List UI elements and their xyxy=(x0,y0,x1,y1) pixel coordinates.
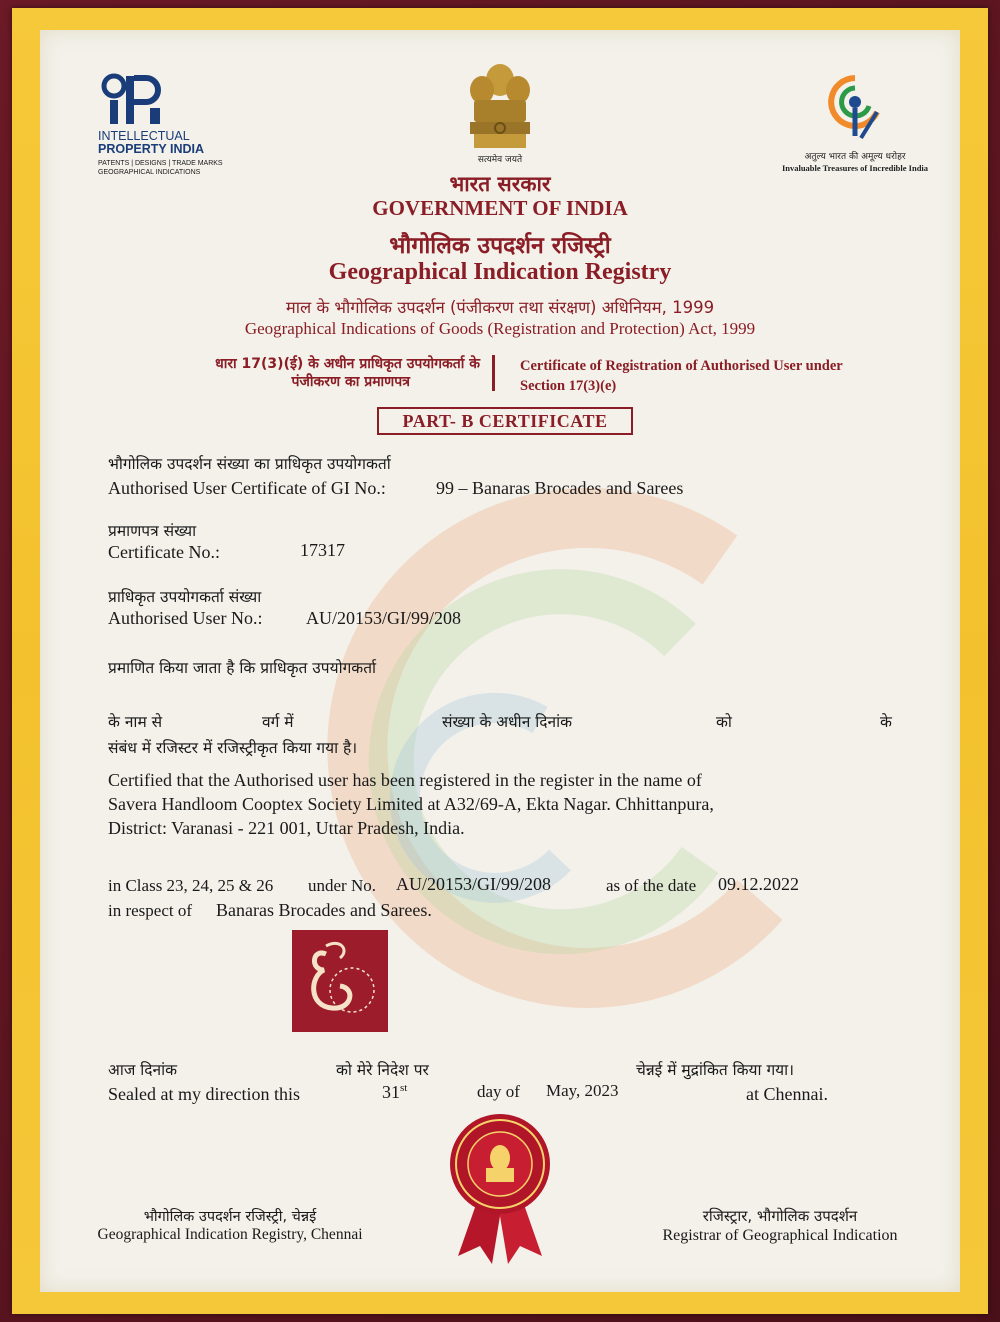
under-no-label: under No. xyxy=(308,876,376,895)
footer-left-hi: भौगोलिक उपदर्शन रजिस्ट्री, चेन्नई xyxy=(143,1209,317,1225)
banaras-gi-logo xyxy=(292,930,388,1032)
month-year: May, 2023 xyxy=(546,1081,619,1100)
section-en xyxy=(520,356,900,396)
section-hi-line2: पंजीकरण का प्रमाणपत्र xyxy=(291,374,410,390)
in-class: in Class 23, 24, 25 & 26 xyxy=(108,876,274,895)
today-hi: आज दिनांक xyxy=(108,1061,178,1079)
sealed-label: Sealed at my direction this xyxy=(108,1084,300,1104)
chennai-hi: चेन्नई में मुद्रांकित किया गया। xyxy=(636,1061,795,1079)
day-number: 31 xyxy=(382,1082,400,1102)
emblem-motto: सत्यमेव जयते xyxy=(477,155,523,165)
section-en-line1: Certificate of Registration of Authorised User under xyxy=(520,358,843,374)
footer-right-en: Registrar of Geographical Indication xyxy=(662,1227,898,1244)
ip-logo-sub1: PATENTS | DESIGNS | TRADE MARKS xyxy=(98,160,223,167)
au-no-label: Authorised User No.: xyxy=(108,608,263,628)
number-hi: संख्या के अधीन दिनांक xyxy=(442,713,572,731)
ip-logo-line2: PROPERTY INDIA xyxy=(98,142,205,156)
footer-right-hi: रजिस्ट्रार, भौगोलिक उपदर्शन xyxy=(702,1207,858,1225)
footer-left-en: Geographical Indication Registry, Chennai xyxy=(97,1226,363,1243)
gi-caption-en: Invaluable Treasures of Incredible India xyxy=(781,163,929,173)
gi-no-label: Authorised User Certificate of GI No.: xyxy=(108,478,386,498)
part-b-title: PART- B CERTIFICATE xyxy=(377,407,633,435)
gi-caption-hi: अतुल्य भारत की अमूल्य धरोहर xyxy=(804,152,906,162)
registry-title-en: Geographical Indication Registry xyxy=(328,259,672,285)
section-hi xyxy=(140,355,480,391)
certified-en-2: Savera Handloom Cooptex Society Limited at A32/69-A, Ekta Nagar. Chhittanpura, xyxy=(108,794,714,814)
day-of-label: day of xyxy=(477,1082,520,1101)
cert-no-label: Certificate No.: xyxy=(108,542,220,562)
registry-title-hi: भौगोलिक उपदर्शन रजिस्ट्री xyxy=(389,233,611,259)
section-hi-line1: धारा 17(3)(ई) के अधीन प्राधिकृत उपयोगकर्ता के xyxy=(215,356,480,372)
as-of-label: as of the date xyxy=(606,876,697,895)
certify-hi: प्रमाणित किया जाता है कि प्राधिकृत उपयोगकर्ता xyxy=(108,659,377,677)
under-no-value: AU/20153/GI/99/208 xyxy=(396,874,551,894)
banaras-logo-icon xyxy=(292,930,388,1032)
day-suffix: st xyxy=(400,1082,408,1094)
act-title-hi: माल के भौगोलिक उपदर्शन (पंजीकरण तथा संरक्षण) अधिनियम, 1999 xyxy=(285,298,715,317)
au-no-hi: प्राधिकृत उपयोगकर्ता संख्या xyxy=(108,588,262,606)
registry-seal-icon xyxy=(440,1106,560,1266)
lion-capital-icon xyxy=(460,56,540,152)
act-title-en: Geographical Indications of Goods (Registration and Protection) Act, 1999 xyxy=(244,319,756,338)
certified-en-3: District: Varanasi - 221 001, Uttar Pradesh, India. xyxy=(108,818,465,838)
national-emblem xyxy=(460,56,540,168)
cert-no-hi: प्रमाणपत्र संख्या xyxy=(108,522,197,540)
ip-logo-icon xyxy=(98,72,168,132)
ip-logo-sub2: GEOGRAPHICAL INDICATIONS xyxy=(98,169,201,176)
class-hi: वर्ग में xyxy=(262,713,294,731)
certified-en-1: Certified that the Authorised user has been registered in the register in the name of xyxy=(108,770,702,790)
govt-title-hi: भारत सरकार xyxy=(449,172,551,196)
gi-logo xyxy=(780,72,930,180)
in-respect-label: in respect of xyxy=(108,901,193,920)
gi-no-value: 99 – Banaras Brocades and Sarees xyxy=(436,478,684,498)
of-hi: के xyxy=(880,713,892,731)
au-no-value: AU/20153/GI/99/208 xyxy=(306,608,461,628)
in-respect-value: Banaras Brocades and Sarees. xyxy=(216,900,432,920)
ip-india-logo xyxy=(98,72,228,182)
registered-hi: संबंध में रजिस्टर में रजिस्ट्रीकृत किया गया है। xyxy=(108,739,358,757)
cert-no-value: 17317 xyxy=(300,540,345,560)
to-hi: को xyxy=(716,713,732,731)
at-chennai: at Chennai. xyxy=(746,1084,828,1104)
day-value xyxy=(382,1082,407,1103)
direction-hi: को मेरे निदेश पर xyxy=(336,1061,429,1079)
ip-logo-line1: INTELLECTUAL xyxy=(98,129,190,143)
section-en-line2: Section 17(3)(e) xyxy=(520,378,617,394)
section-divider xyxy=(492,355,495,391)
govt-title-en: GOVERNMENT OF INDIA xyxy=(372,196,628,220)
date-value: 09.12.2022 xyxy=(718,874,799,894)
gi-logo-icon xyxy=(825,72,885,142)
name-hi: के नाम से xyxy=(108,713,163,731)
gi-no-hi: भौगोलिक उपदर्शन संख्या का प्राधिकृत उपयोगकर्ता xyxy=(108,455,391,473)
